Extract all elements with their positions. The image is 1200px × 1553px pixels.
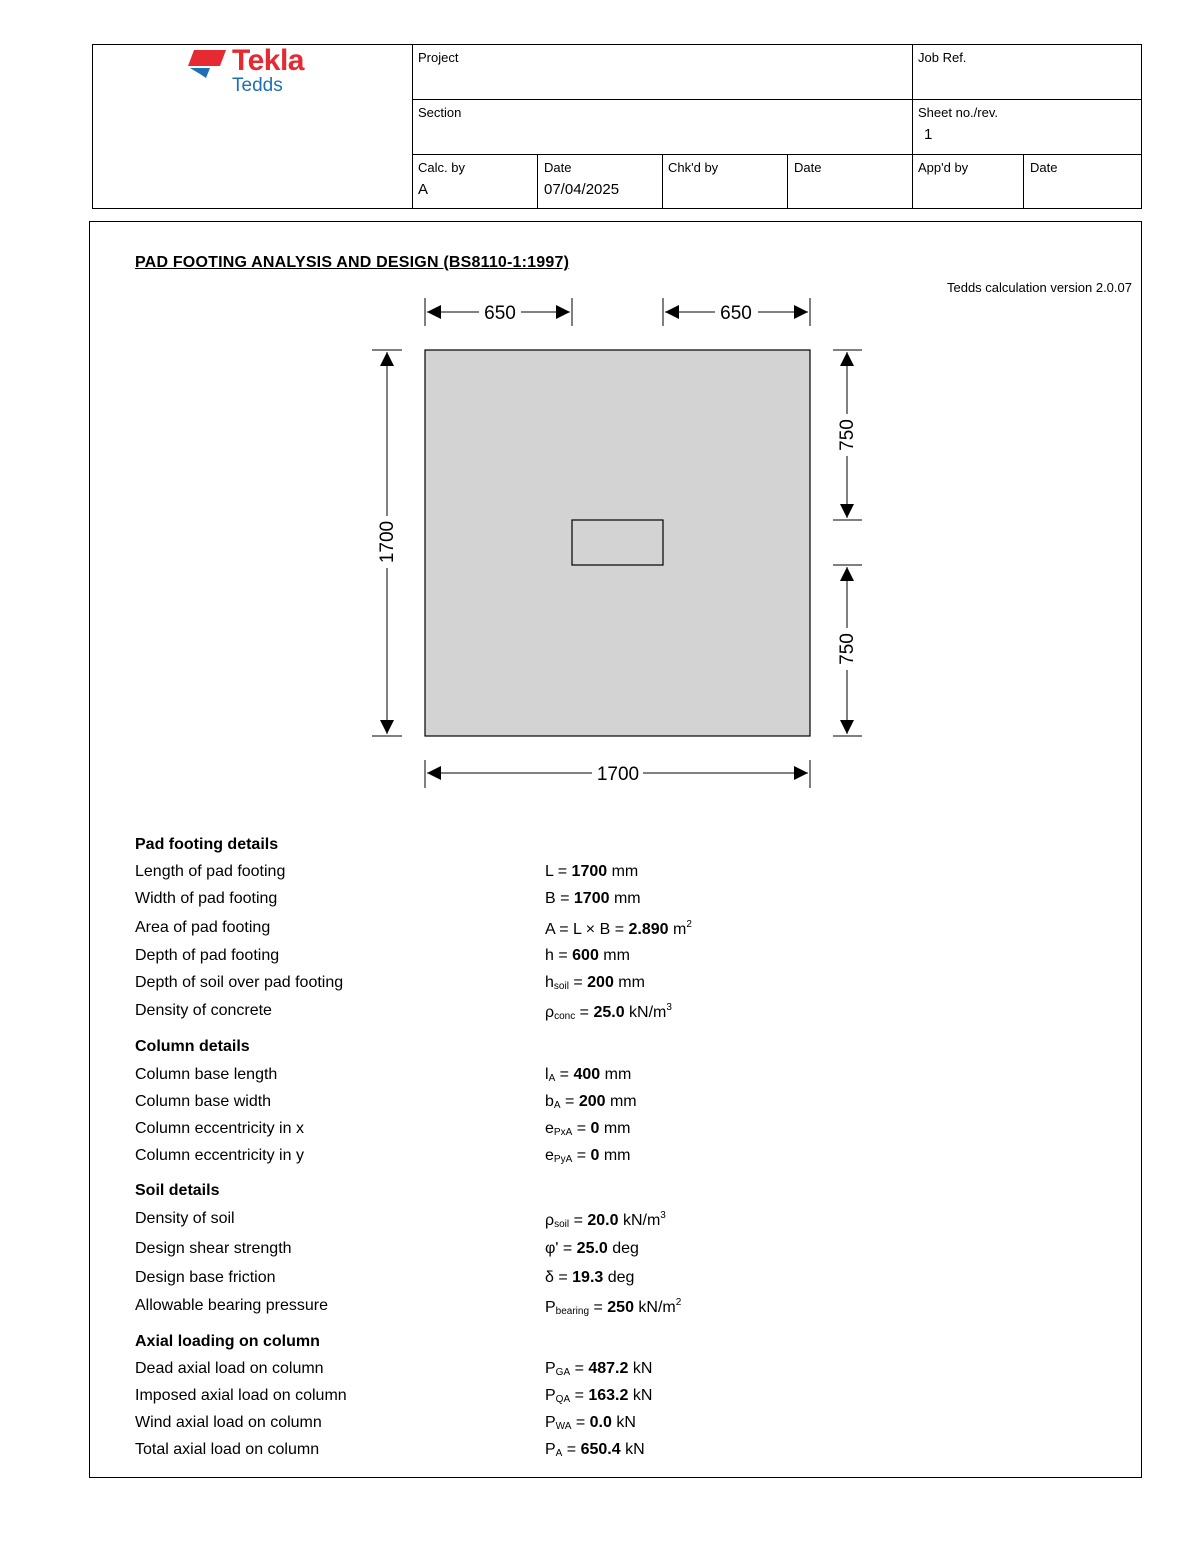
param-label: Depth of soil over pad footing [135,974,344,991]
param-value [545,1414,636,1432]
param-value [545,1387,652,1405]
param-equals: = [555,1066,574,1083]
param-unit: mm [605,1093,637,1110]
param-subscript: bearing [555,1306,590,1317]
param-equals: = [553,947,573,964]
param-unit: mm [609,890,641,907]
dimension-top-left [425,298,572,326]
param-equals: = [569,1212,588,1229]
param-unit: kN [628,1360,653,1377]
param-number: 25.0 [593,1004,625,1021]
param-number: 400 [573,1066,601,1083]
dim-label: 750 [837,633,858,665]
appd-by-label: App'd by [918,160,969,175]
logo-sub: Tedds [232,75,283,96]
param-unit: kN [611,1414,636,1431]
param-symbol: P [545,1360,556,1377]
date-label: Date [794,160,822,175]
param-value [545,1240,639,1258]
param-number: 25.0 [576,1240,608,1257]
param-label: Column base length [135,1066,278,1083]
param-equals: = [553,1269,573,1286]
param-number: 600 [572,947,599,964]
date-label: Date [1030,160,1058,175]
param-symbol: ρ [545,1212,555,1229]
param-value [545,1297,681,1317]
param-label: Design base friction [135,1269,276,1286]
param-superscript: 3 [660,1210,666,1221]
param-equals: = [571,1414,590,1431]
param-number: 20.0 [587,1212,619,1229]
param-unit: mm [599,1147,631,1164]
param-subscript: PxA [553,1127,573,1138]
param-label: Total axial load on column [135,1441,320,1458]
param-label: Column base width [135,1093,272,1110]
dim-label: 1700 [596,764,640,785]
section-label: Section [418,105,462,120]
param-unit: mm [613,974,645,991]
param-value [545,947,630,965]
param-unit: kN [620,1441,645,1458]
dim-label: 650 [484,303,516,324]
param-number: 19.3 [572,1269,604,1286]
param-superscript: 3 [666,1002,672,1013]
section-heading: Pad footing details [135,836,279,853]
param-symbol: h [545,947,554,964]
param-subscript: WA [555,1421,572,1432]
project-label: Project [418,50,459,65]
param-number: 0 [590,1147,600,1164]
param-equals: = [562,1441,581,1458]
param-symbol: l [545,1066,549,1083]
param-number: 487.2 [588,1360,629,1377]
param-unit: mm [600,1066,632,1083]
param-number: 1700 [571,863,608,880]
param-value [545,974,645,992]
logo-word: Tekla [232,44,304,77]
calc-by-label: Calc. by [418,160,465,175]
param-unit: mm [598,947,630,964]
job-ref-label: Job Ref. [918,50,967,65]
param-equals: = [555,890,574,907]
section-heading: Axial loading on column [135,1333,320,1350]
param-symbol: P [545,1414,556,1431]
param-label: Design shear strength [135,1240,292,1257]
param-number: 0 [590,1120,600,1137]
param-symbol: e [545,1147,554,1164]
param-symbol: B [545,890,556,907]
param-number: 0.0 [589,1414,612,1431]
param-value [545,1093,637,1111]
param-symbol: P [545,1441,556,1458]
param-symbol: e [545,1120,554,1137]
param-subscript: A [555,1448,563,1459]
param-subscript: A [548,1073,556,1084]
param-label: Depth of pad footing [135,947,280,964]
param-symbol: φ' [545,1240,559,1257]
param-superscript: 2 [675,1297,682,1308]
dimension-left [372,350,402,736]
param-label: Length of pad footing [135,863,286,880]
param-label: Imposed axial load on column [135,1387,347,1404]
version-text: Tedds calculation version 2.0.07 [946,280,1132,295]
page-title: PAD FOOTING ANALYSIS AND DESIGN (BS8110-1:1997) [135,254,570,271]
param-label: Column eccentricity in y [135,1147,304,1164]
param-value [545,1210,666,1230]
sheet-value: 1 [924,126,933,143]
param-symbol: ρ [545,1004,555,1021]
param-number: 1700 [573,890,610,907]
param-number: 200 [587,974,614,991]
param-label: Column eccentricity in x [135,1120,304,1137]
param-equals: = [572,1147,591,1164]
param-superscript: 2 [686,919,692,930]
param-subscript: soil [554,1219,570,1230]
pad-footing [425,350,810,736]
dim-label: 650 [720,303,752,324]
date-label: Date [544,160,572,175]
param-symbol: δ [545,1269,554,1286]
dim-label: 1700 [377,520,398,564]
dimension-top-right [663,298,810,326]
param-value [545,919,692,939]
dimension-right-top [833,350,862,520]
param-label: Density of concrete [135,1002,272,1019]
param-unit: kN/m [618,1212,661,1229]
dimension-right-bottom [833,565,862,736]
param-value [545,1360,652,1378]
param-value [545,863,638,881]
param-value [545,1120,631,1138]
param-value [545,1269,634,1287]
param-subscript: PyA [553,1154,573,1165]
param-symbol: A [545,921,555,938]
param-unit: mm [607,863,639,880]
param-subscript: soil [553,981,569,992]
param-symbol: b [545,1093,554,1110]
param-subscript: A [553,1100,561,1111]
param-symbol: h [545,974,554,991]
param-equals: = [568,974,588,991]
param-unit: deg [607,1240,639,1257]
param-unit: kN/m [633,1299,676,1316]
param-subscript: conc [554,1011,576,1022]
chkd-by-label: Chk'd by [668,160,719,175]
param-equals: = [560,1093,579,1110]
param-equals: = [575,1004,594,1021]
param-label: Density of soil [135,1210,235,1227]
param-equals: = [558,1240,577,1257]
param-value [545,1441,645,1459]
param-number: 200 [578,1093,606,1110]
param-unit: deg [603,1269,635,1286]
param-symbol: P [545,1387,556,1404]
param-unit: m [668,921,687,938]
section-heading: Soil details [135,1182,220,1199]
param-value [545,890,641,908]
param-number: 163.2 [588,1387,629,1404]
param-equals: = [570,1360,589,1377]
param-subscript: GA [555,1367,571,1378]
param-unit: kN [628,1387,653,1404]
param-equals: = [553,863,572,880]
param-label: Width of pad footing [135,890,278,907]
param-value [545,1066,631,1084]
param-subscript: QA [555,1394,571,1405]
param-label: Dead axial load on column [135,1360,324,1377]
param-label: Area of pad footing [135,919,271,936]
param-equals: = [589,1299,608,1316]
param-unit: mm [599,1120,631,1137]
param-number: 250 [607,1299,634,1316]
param-symbol: L [545,863,554,880]
calc-by-value: A [418,181,429,198]
sheet-label: Sheet no./rev. [918,105,998,120]
param-equals: = [570,1387,589,1404]
param-equals: = L × B = [554,921,629,938]
date-value: 07/04/2025 [544,181,620,198]
param-label: Allowable bearing pressure [135,1297,328,1314]
param-value [545,1147,631,1165]
param-number: 650.4 [580,1441,621,1458]
param-value [545,1002,672,1022]
param-equals: = [572,1120,591,1137]
dimension-bottom [425,760,810,788]
param-number: 2.890 [628,921,669,938]
param-unit: kN/m [624,1004,667,1021]
section-heading: Column details [135,1038,250,1055]
param-symbol: P [545,1299,556,1316]
param-label: Wind axial load on column [135,1414,322,1431]
dim-label: 750 [837,419,858,451]
